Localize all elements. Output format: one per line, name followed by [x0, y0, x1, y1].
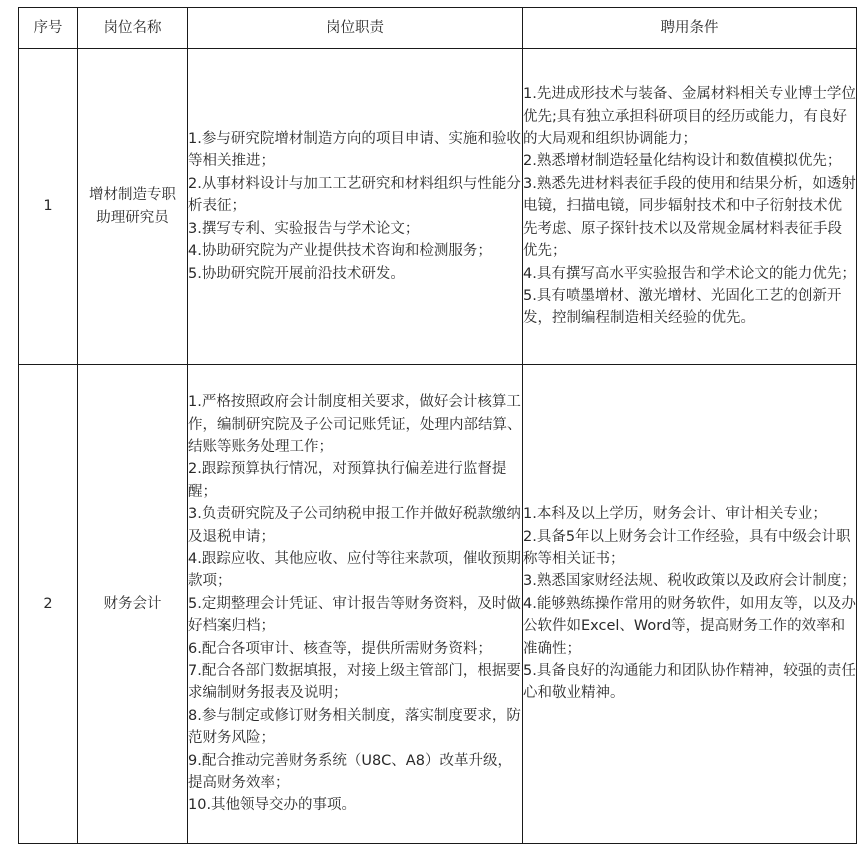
table-row: [19, 365, 857, 844]
duty-item: 7.配合各部门数据填报，对接上级主管部门，根据要求编制财务报表及说明；: [188, 663, 521, 702]
position-name: 财务会计: [103, 595, 162, 612]
table-header-row: [19, 8, 857, 49]
duty-item: 2.跟踪预算执行情况，对预算执行偏差进行监督提醒；: [188, 461, 507, 500]
duty-item: 6.配合各项审计、核查等，提供所需财务资料；: [188, 640, 492, 657]
requirement-item: 3.熟悉先进材料表征手段的使用和结果分析，如透射电镜，扫描电镜，同步辐射技术和中子衍射技术优先考虑、原子探针技术以及常规金属材料表征手段优先；: [523, 175, 856, 260]
header-serial-no: 序号: [19, 8, 78, 49]
duties-cell: [188, 49, 523, 365]
serial-no-cell: 2: [19, 365, 78, 844]
requirements-cell: [523, 49, 857, 365]
requirements-cell: [523, 365, 857, 844]
duty-item: 1.参与研究院增材制造方向的项目申请、实施和验收等相关推进；: [188, 131, 521, 170]
position-name-cell: [78, 365, 188, 844]
duty-item: 3.撰写专利、实验报告与学术论文；: [188, 220, 420, 237]
requirement-item: 4.能够熟练操作常用的财务软件，如用友等，以及办公软件如Excel、Word等，提高财务工作的效率和准确性；: [523, 595, 856, 657]
duty-item: 4.跟踪应收、其他应收、应付等往来款项，催收预期款项；: [188, 550, 521, 590]
requirement-item: 1.先进成形技术与装备、金属材料相关专业博士学位优先;具有独立承担科研项目的经历或能力，有良好的大局观和组织协调能力；: [523, 86, 856, 148]
requirement-item: 1.本科及以上学历，财务会计、审计相关专业；: [523, 506, 827, 523]
duty-item: 9.配合推动完善财务系统（U8C、A8）改革升级，提高财务效率；: [188, 752, 512, 792]
requirement-item: 5.具有喷墨增材、激光增材、光固化工艺的创新开发，控制编程制造相关经验的优先。: [523, 287, 842, 327]
duty-item: 1.严格按照政府会计制度相关要求，做好会计核算工作，编制研究院及子公司记账凭证，处理内部结算、结账等账务处理工作；: [188, 394, 522, 455]
requirement-item: 4.具有撰写高水平实验报告和学术论文的能力优先；: [523, 265, 856, 282]
requirement-item: 2.具备5年以上财务会计工作经验，具有中级会计职称等相关证书；: [523, 528, 851, 567]
duty-item: 5.协助研究院开展前沿技术研发。: [188, 265, 405, 282]
header-requirements: 聘用条件: [523, 8, 857, 49]
duties-cell: [188, 365, 523, 844]
requirement-item: 5.具备良好的沟通能力和团队协作精神，较强的责任心和敬业精神。: [523, 663, 856, 702]
position-name: 增材制造专职助理研究员: [89, 186, 176, 226]
duty-item: 5.定期整理会计凭证、审计报告等财务资料，及时做好档案归档；: [188, 595, 521, 635]
table-row: [19, 49, 857, 365]
duty-item: 10.其他领导交办的事项。: [188, 797, 357, 814]
header-position-name: 岗位名称: [78, 8, 188, 49]
duty-item: 8.参与制定或修订财务相关制度，落实制度要求，防范财务风险；: [188, 707, 521, 747]
position-name-cell: [78, 49, 188, 365]
header-duties: 岗位职责: [188, 8, 523, 49]
duty-item: 4.协助研究院为产业提供技术咨询和检测服务；: [188, 243, 492, 260]
duty-item: 2.从事材料设计与加工工艺研究和材料组织与性能分析表征；: [188, 175, 521, 215]
recruitment-table: [18, 7, 857, 844]
requirement-item: 2.熟悉增材制造轻量化结构设计和数值模拟优先；: [523, 153, 842, 170]
duty-item: 3.负责研究院及子公司纳税申报工作并做好税款缴纳及退税申请；: [188, 506, 521, 545]
serial-no-cell: 1: [19, 49, 78, 365]
requirement-item: 3.熟悉国家财经法规、税收政策以及政府会计制度；: [523, 573, 856, 590]
